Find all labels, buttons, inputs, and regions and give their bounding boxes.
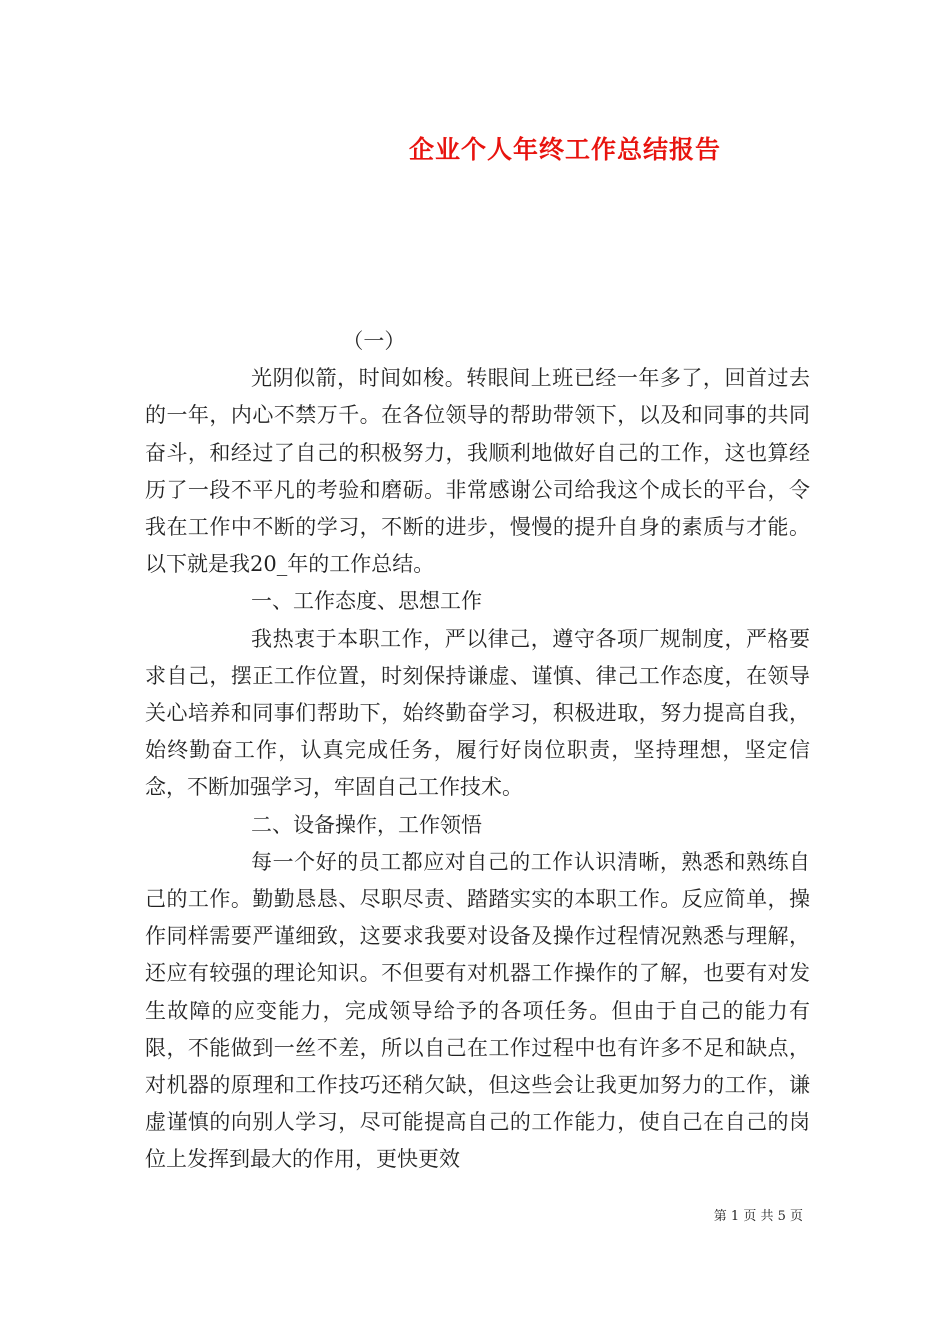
page-footer: 第 1 页 共 5 页 [713,1209,803,1224]
paragraph-intro: 光阴似箭，时间如梭。转眼间上班已经一年多了，回首过去的一年，内心不禁万千。在各位领导的帮助带领下，以及和同事的共同奋斗，和经过了自己的积极努力，我顺利地做好自己的工作，这也算经历了一段不平凡的考验和磨砺。非常感谢公司给我这个成长的平台，令我在工作中不断的学习，不断的进步，慢慢的提升自身的素质与才能。以下就是我20_年的工作总结。 [145,366,810,577]
document-title: 企业个人年终工作总结报告 [408,135,721,164]
document-body [145,323,810,1179]
section-heading-2: 二、设备操作，工作领悟 [251,812,483,837]
section-subheading: （一） [342,329,406,353]
section-heading-1: 一、工作态度、思想工作 [251,589,483,614]
paragraph-operation: 每一个好的员工都应对自己的工作认识清晰，熟悉和熟练自己的工作。勤勤恳恳、尽职尽责、踏踏实实的本职工作。反应简单，操作同样需要严谨细致，这要求我要对设备及操作过程情况熟悉与理解，还应有较强的理论知识。不但要有对机器工作操作的了解，也要有对发生故障的应变能力，完成领导给予的各项任务。但由于自己的能力有限，不能做到一丝不差，所以自己在工作过程中也有许多不足和缺点，对机器的原理和工作技巧还稍欠缺，但这些会让我更加努力的工作，谦虚谨慎的向别人学习，尽可能提高自己的工作能力，使自己在自己的岗位上发挥到最大的作用，更快更效 [145,849,810,1172]
paragraph-attitude: 我热衷于本职工作，严以律己，遵守各项厂规制度，严格要求自己，摆正工作位置，时刻保持谦虚、谨慎、律己工作态度，在领导关心培养和同事们帮助下，始终勤奋学习，积极进取，努力提高自我，始终勤奋工作，认真完成任务，履行好岗位职责，坚持理想，坚定信念，不断加强学习，牢固自己工作技术。 [145,626,810,800]
